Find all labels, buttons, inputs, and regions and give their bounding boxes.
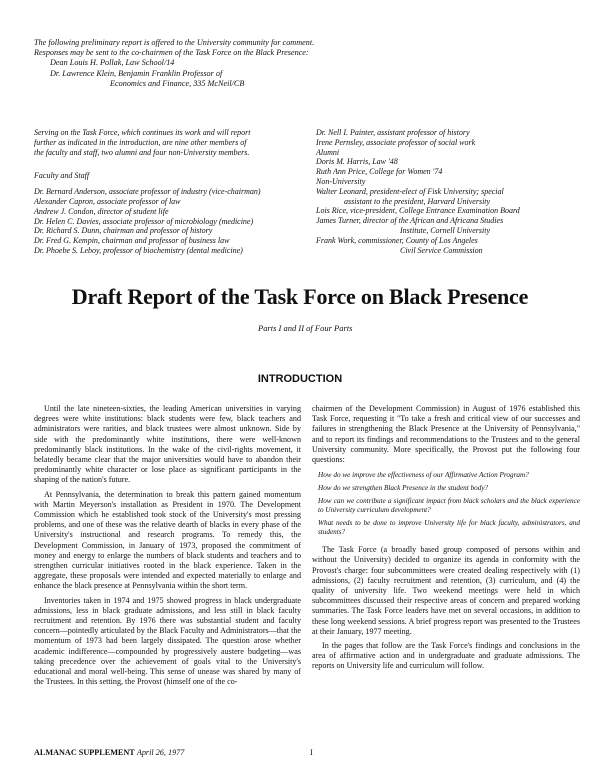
faculty-member: Dr. Bernard Anderson, associate professor of industry (vice-chairman) <box>34 187 261 197</box>
non-university-member: James Turner, director of the African and Africana Studies <box>316 216 504 226</box>
task-force-members-right <box>316 128 586 255</box>
paragraph: chairmen of the Development Commission) in August of 1976 established this Task Force, requesting it "To take a fresh and critical view of our successes and failures in strengthening the Black Presence at the University of Pennsylvania," and to report its findings and recommendations to the Trustees and to the general University community. More specifically, the Provost put the following four questions: <box>312 404 580 465</box>
non-university-heading: Non-University <box>316 176 366 186</box>
non-university-member-cont: assistant to the president, Harvard University <box>344 196 491 206</box>
faculty-heading: Faculty and Staff <box>34 171 90 181</box>
alumni-heading: Alumni <box>316 147 340 157</box>
intro-line: The following preliminary report is offered to the University community for comment. <box>34 38 315 47</box>
question: How do we strengthen Black Presence in the student body? <box>318 484 489 493</box>
task-force-members-left <box>34 128 309 256</box>
intro-co-chair-cont: Economics and Finance, 335 McNeil/CB <box>110 78 245 88</box>
faculty-member: Dr. Nell I. Painter, assistant professor of history <box>316 128 470 137</box>
page-footer <box>34 748 574 757</box>
intro-co-chair: Dean Louis H. Pollak, Law School/14 <box>50 58 175 68</box>
paragraph: In the pages that follow are the Task Force's findings and conclusions in the area of affirmative action and in undergraduate and graduate admissions. The reports on University life and curriculum will follow. <box>312 641 580 671</box>
paragraph: At Pennsylvania, the determination to break this pattern gained momentum with Martin Meyerson's installation as President in 1970. The Development Commission which he established took stock of the University's most pressing problems, and one of these was the relative dearth of blacks in every phase of the University's instructional and research programs. To remedy this, the Development Commission, in January of 1973, proposed the commitment of money and energy to enlarge the numbers of black students and teachers and to strengthen curricular initiatives rooted in the black experience. Taken in the aggregate, these proposals were intended and expected materially to enlarge and enhance the black presence at Pennsylvania within the short term. <box>34 489 301 591</box>
parts-subtitle: Parts I and II of Four Parts <box>258 323 353 333</box>
serving-line: the faculty and staff, two alumni and four non-University members. <box>34 147 250 157</box>
non-university-member: Lois Rice, vice-president, College Entrance Examination Board <box>316 206 520 216</box>
intro-line: Responses may be sent to the co-chairmen of the Task Force on the Black Presence: <box>34 48 309 58</box>
serving-line: Serving on the Task Force, which continues its work and will report <box>34 128 251 137</box>
non-university-member-cont: Institute, Cornell University <box>400 225 490 235</box>
faculty-member: Dr. Richard S. Dunn, chairman and professor of history <box>34 226 213 236</box>
faculty-member: Alexander Capron, associate professor of law <box>34 196 181 206</box>
provost-questions <box>318 471 580 537</box>
faculty-member: Dr. Helen C. Davies, associate professor of microbiology (medicine) <box>34 216 254 226</box>
faculty-member: Dr. Phoebe S. Leboy, professor of biochemistry (dental medicine) <box>34 245 243 255</box>
paragraph: Inventories taken in 1974 and 1975 showed progress in black undergraduate admissions, less in black graduate admissions, and less still in black faculty recruitment and retention. By 1976 there was substantial student and faculty concern—pointedly articulated by the Black Faculty and Administrators—that the momentum of 1973 had been largely dissipated. The question arose whether academic indifference—compounded by progressively austere budgeting—was taking precedence over the achievement of goals vital to the University's educational and moral well-being. This sense of unease was shared by many of the Trustees. In this setting, the Provost (himself one of the co- <box>34 595 301 687</box>
intro-co-chair: Dr. Lawrence Klein, Benjamin Franklin Professor of <box>50 68 223 78</box>
question: How do we improve the effectiveness of our Affirmative Action Program? <box>318 471 529 480</box>
alumni-member: Doris M. Harris, Law '48 <box>316 157 398 167</box>
page-number: I <box>310 748 313 757</box>
alumni-member: Ruth Ann Price, College for Women '74 <box>316 167 443 177</box>
serving-line: further as indicated in the introduction, are nine other members of <box>34 137 247 147</box>
paragraph: Until the late nineteen-sixties, the leading American universities in varying degrees were white institutions: black students were few, black teachers and administrators were rarities, and black trustees were almost unknown. Side by side with the predominantly white institutions, there were well-known predominantly black institutions. In the wake of the civil-rights movement, it belatedly became clear that the major universities would have to abandon their predominantly white character or lose place as significant participants in the shaping of the nation's future. <box>34 404 301 485</box>
paragraph: The Task Force (a broadly based group composed of persons within and without the University) decided to organize its agenda in conformity with the Provost's charge: four subcommittees were created dealing respectively with (1) admissions, (2) faculty recruitment and retention, (3) curriculum, and (4) the quality of university life. Two weekend meetings were held in which subcommittees discussed their respective areas of concern and prepared working summaries. The Task Force leaders have met on several occasions, in addition to these long weekend sessions. A brief progress report was presented to the Trustees at their January, 1977 meeting. <box>312 545 580 636</box>
publication-date: April 26, 1977 <box>136 748 185 757</box>
body-column-right <box>312 404 580 676</box>
faculty-member: Dr. Fred G. Kempin, chairman and professor of business law <box>34 236 230 246</box>
non-university-member-cont: Civil Service Commission <box>400 245 483 255</box>
non-university-member: Frank Work, commissioner, County of Los Angeles <box>316 235 478 245</box>
intro-block <box>34 38 494 89</box>
publication-name: ALMANAC SUPPLEMENT <box>34 748 135 757</box>
faculty-member: Irene Pernsley, associate professor of social work <box>316 137 476 147</box>
section-heading: INTRODUCTION <box>257 373 343 385</box>
page-title: Draft Report of the Task Force on Black Presence <box>71 284 529 309</box>
faculty-member: Andrew J. Condon, director of student life <box>34 206 169 216</box>
question: What needs to be done to improve University life for black faculty, administrators, and students? <box>318 519 580 537</box>
body-column-left <box>34 404 301 691</box>
non-university-member: Walter Leonard, president-elect of Fisk University; special <box>316 186 504 196</box>
question: How can we contribute a significant impact from black scholars and the black experience to University curriculum development? <box>318 497 580 515</box>
